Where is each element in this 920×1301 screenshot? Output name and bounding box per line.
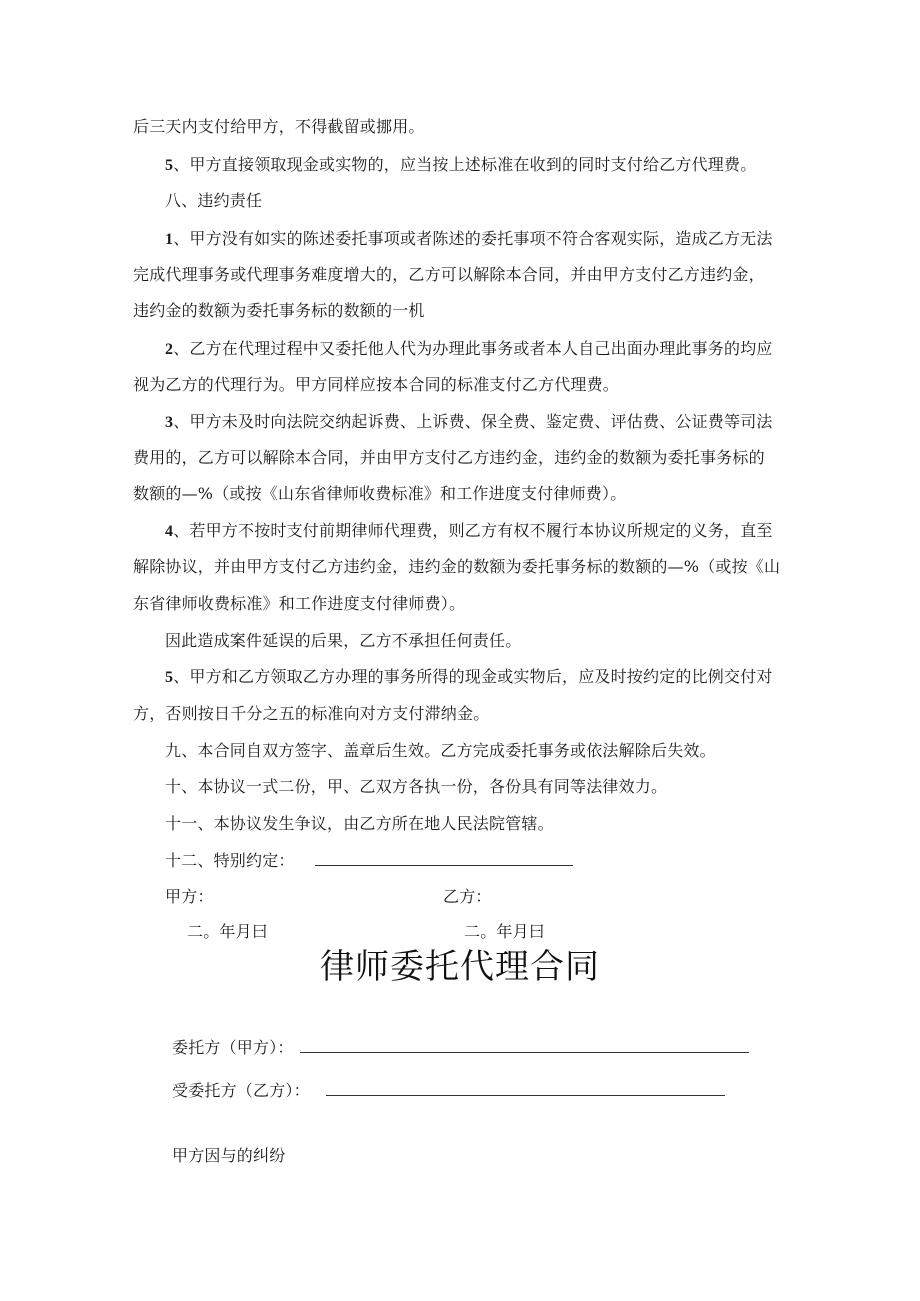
clause-text: 、甲方和乙方领取乙方办理的事务所得的现金或实物后，应及时按约定的比例交付对 [173, 667, 773, 686]
agent-party-label: 受委托方（乙方）： [172, 1081, 310, 1100]
clause-8-5-line-1 [165, 667, 773, 688]
clause-8-1-line-1 [165, 229, 773, 250]
clause-text: 、甲方直接领取现金或实物的，应当按上述标准在收到的同时支付给乙方代理费。 [173, 155, 757, 174]
party-a-date: 二。年月曰 [187, 922, 269, 941]
clause-8-2-line-1 [165, 339, 773, 360]
special-terms-label: 十二、特别约定： [165, 851, 295, 870]
clause-8-4-line-2: 解除协议，并由甲方支付乙方违约金，违约金的数额为委托事务标的数额的—%（或按《山 [133, 557, 781, 576]
clause-text: 、若甲方不按时支付前期律师代理费，则乙方有权不履行本协议所规定的义务，直至 [173, 521, 773, 540]
clause-8-3-line-2: 费用的，乙方可以解除本合同，并由甲方支付乙方违约金，违约金的数额为委托事务标的 [133, 448, 765, 467]
clause-number: 1 [165, 231, 174, 248]
clause-number: 4 [165, 523, 174, 540]
clause-8-4-line-1 [165, 521, 773, 542]
clause-8-4-line-3: 东省律师收费标准》和工作进度支付律师费）。 [133, 594, 466, 613]
clause-8-1-line-3: 违约金的数额为委托事务标的数额的一机 [133, 301, 425, 320]
party-a-signature-label: 甲方： [165, 887, 214, 906]
clause-8-1-line-2: 完成代理事务或代理事务难度增大的，乙方可以解除本合同，并由甲方支付乙方违约金， [133, 265, 765, 284]
agent-party-row [172, 1081, 725, 1101]
section-10: 十、本协议一式二份，甲、乙双方各执一份，各份具有同等法律效力。 [165, 777, 668, 796]
clause-8-5-line-2: 方，否则按日千分之五的标准向对方支付滞纳金。 [133, 704, 490, 723]
clause-number: 3 [165, 414, 174, 431]
clause-7-5 [165, 155, 756, 176]
clause-8-3-line-3: 数额的—%（或按《山东省律师收费标准》和工作进度支付律师费）。 [133, 484, 627, 503]
clause-7-4-tail: 后三天内支付给甲方，不得截留或挪用。 [133, 117, 425, 136]
section-12-special-terms [165, 851, 573, 871]
clause-text: 、乙方在代理过程中又委托他人代为办理此事务或者本人自己出面办理此事务的均应 [173, 339, 773, 358]
client-party-blank-line[interactable] [300, 1038, 749, 1053]
clause-text: 、甲方未及时向法院交纳起诉费、上诉费、保全费、鉴定费、评估费、公证费等司法 [173, 412, 773, 431]
special-terms-blank-line[interactable] [315, 851, 573, 866]
section-11: 十一、本协议发生争议，由乙方所在地人民法院管辖。 [165, 814, 554, 833]
clause-8-4-note: 因此造成案件延误的后果，乙方不承担任何责任。 [165, 631, 522, 650]
client-party-label: 委托方（甲方）： [172, 1038, 294, 1057]
party-b-signature-label: 乙方： [443, 887, 492, 906]
section-9: 九、本合同自双方签字、盖章后生效。乙方完成委托事务或依法解除后失效。 [165, 741, 716, 760]
contract-title: 律师委托代理合同 [320, 947, 600, 987]
agent-party-blank-line[interactable] [326, 1081, 725, 1096]
clause-number: 5 [165, 157, 174, 174]
clause-8-3-line-1 [165, 412, 773, 433]
contract-intro-text: 甲方因与的纠纷 [172, 1146, 286, 1165]
clause-text: 、甲方没有如实的陈述委托事项或者陈述的委托事项不符合客观实际，造成乙方无法 [173, 229, 773, 248]
clause-number: 2 [165, 341, 174, 358]
clause-8-2-line-2: 视为乙方的代理行为。甲方同样应按本合同的标准支付乙方代理费。 [133, 375, 620, 394]
clause-number: 5 [165, 669, 174, 686]
section-8-heading: 八、违约责任 [165, 191, 263, 210]
party-b-date: 二。年月曰 [464, 922, 546, 941]
client-party-row [172, 1038, 749, 1058]
